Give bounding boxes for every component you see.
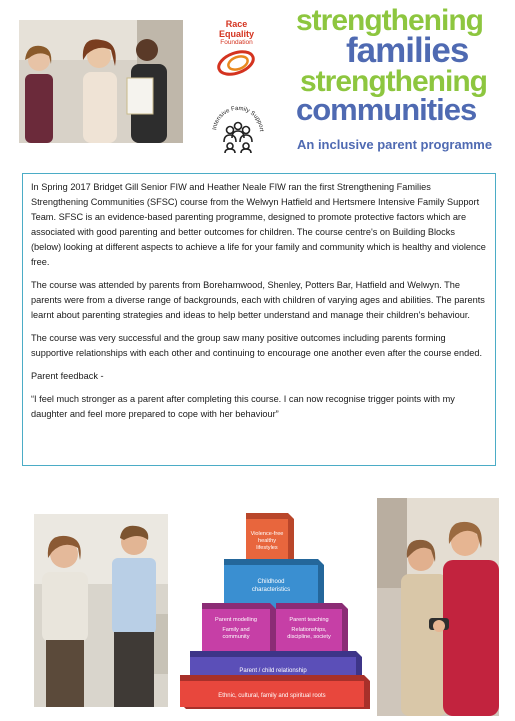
article-paragraph-1: In Spring 2017 Bridget Gill Senior FIW and Heather Neale FIW ran the first Strengthening Families Strengthening Communities (SFSC) course from the Welwyn Hatfield and Hertsmere Intensive Family Support Team. SFSC is an evidence-based parenting programme, designed to promote protective factors which are associated with good parenting and better outcomes for children. The course centre's on Building Blocks (below) looking at different aspects to achieve a life for your family and community which is healthy and violence free. xyxy=(31,182,486,267)
title-line-3: strengthening xyxy=(300,65,487,98)
pyramid-block-4-line1: Parent teaching xyxy=(289,617,329,623)
pyramid-block-childhood xyxy=(224,559,324,609)
pyramid-block-3-line3: community xyxy=(222,634,250,640)
title-tagline: An inclusive parent programme xyxy=(297,137,493,152)
race-logo-line1: Race xyxy=(225,19,248,29)
ifs-logo-arc-text: Intensive Family Support xyxy=(212,105,265,132)
photo-certificate-presentation xyxy=(19,20,183,143)
parent-feedback-quote: “I feel much stronger as a parent after completing this course. I can now recognise trigger points with my daughter and feel more prepared to cope with her behaviour” xyxy=(31,394,455,419)
race-equality-foundation-logo xyxy=(206,19,267,81)
building-blocks-pyramid xyxy=(180,513,370,709)
ifs-logo-text xyxy=(212,106,264,132)
photo-parents-with-phone xyxy=(377,498,499,716)
race-logo-line3: Foundation xyxy=(220,39,253,46)
pyramid-block-4-line2: Relationships, xyxy=(291,627,327,633)
parent-feedback-label: Parent feedback - xyxy=(31,371,104,381)
title-line-4: communities xyxy=(296,92,477,127)
title-line-1: strengthening xyxy=(296,4,483,37)
article-text-box xyxy=(22,173,496,466)
pyramid-block-roots xyxy=(180,675,370,709)
pyramid-block-violence-free xyxy=(246,513,294,565)
pyramid-block-6-line1: Ethnic, cultural, family and spiritual roots xyxy=(218,693,326,699)
pyramid-block-1-line1: Violence-free xyxy=(250,531,284,537)
family-group-icon xyxy=(224,123,252,154)
race-logo-swirl-icon xyxy=(206,47,267,79)
pyramid-block-parent-teaching xyxy=(276,603,348,657)
pyramid-block-parent-modelling xyxy=(202,603,276,657)
pyramid-block-1-line3: lifestyles xyxy=(256,545,278,551)
pyramid-block-3-line2: Family and xyxy=(222,627,250,633)
photo-facilitators-talking xyxy=(34,514,168,707)
race-logo-line2: Equality xyxy=(218,29,254,39)
intensive-family-support-logo xyxy=(210,98,266,154)
pyramid-block-2-line2: characteristics xyxy=(251,587,291,593)
pyramid-block-2-line1: Childhood xyxy=(257,579,285,585)
pyramid-block-4-line3: discipline, society xyxy=(287,634,331,640)
title-line-2: families xyxy=(346,31,469,70)
pyramid-block-5-line1: Parent / child relationship xyxy=(239,668,307,674)
article-paragraph-2: The course was attended by parents from Borehamwood, Shenley, Potters Bar, Hatfield and Welwyn. The parents were from a diverse range of backgrounds, each with children of varying ages and abilities. The parents learnt about parenting strategies and ideas to help better understand and manage their children's behaviour. xyxy=(31,280,485,320)
pyramid-block-3-line1: Parent modelling xyxy=(215,617,257,623)
pyramid-block-1-line2: healthy xyxy=(257,538,277,544)
article-paragraph-3: The course was very successful and the group saw many positive outcomes including parents forming supportive relationships with each other and continuing to encourage one another even after the course ended. xyxy=(31,333,483,358)
